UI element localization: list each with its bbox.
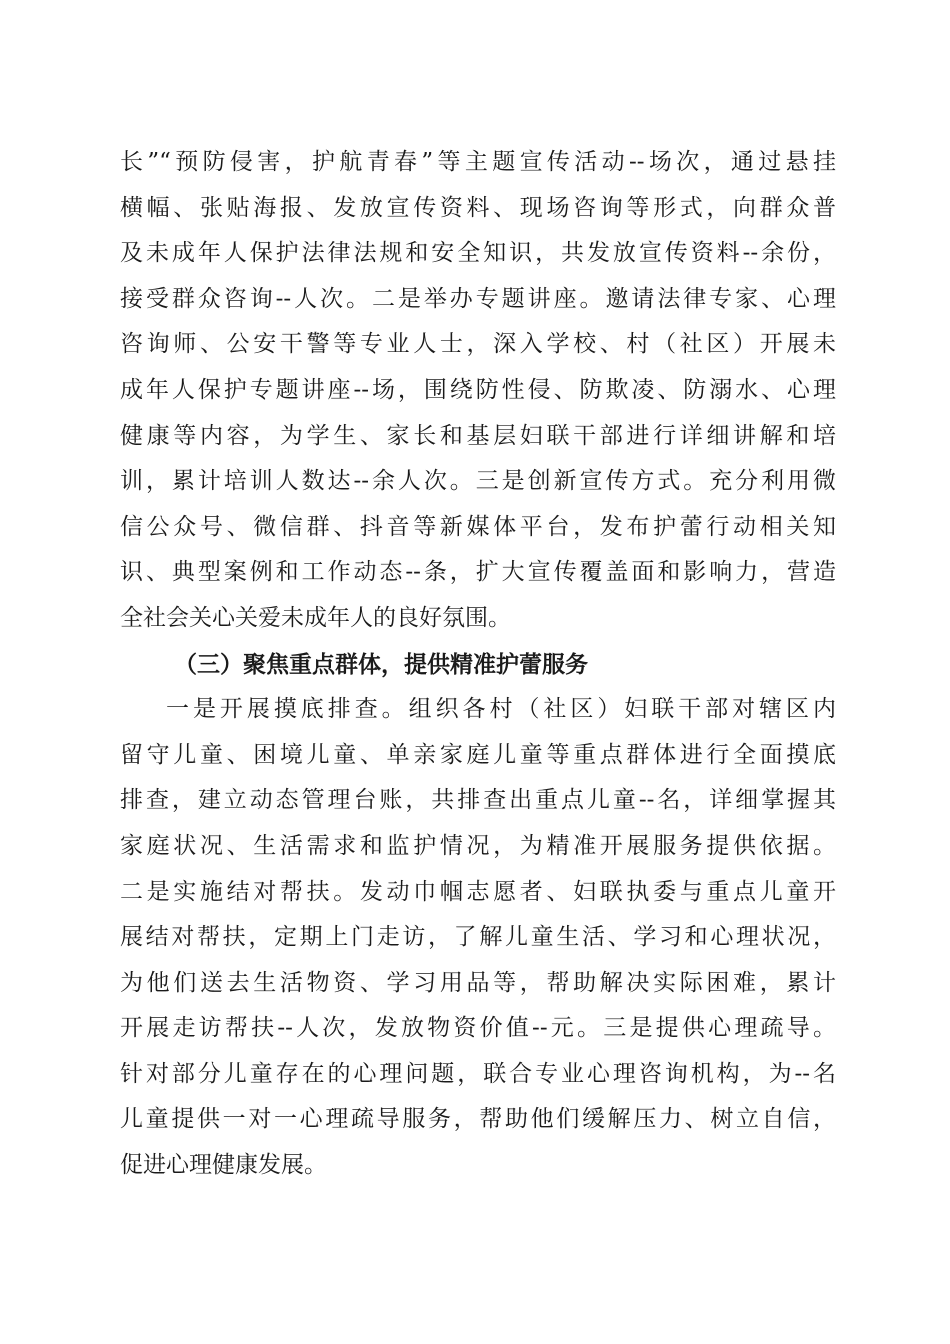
text-line: 健康等内容，为学生、家长和基层妇联干部进行详细讲解和培 (120, 422, 836, 449)
paragraph-publicity (120, 140, 836, 642)
text-line: 家庭状况、生活需求和监护情况，为精准开展服务提供依据。 (120, 832, 836, 859)
text-line: 全社会关心关爱未成年人的良好氛围。 (120, 604, 511, 631)
text-line: 展结对帮扶，定期上门走访，了解儿童生活、学习和心理状况， (120, 924, 836, 951)
text-line: 信公众号、微信群、抖音等新媒体平台，发布护蕾行动相关知 (120, 513, 836, 540)
paragraph-key-groups (120, 687, 836, 1189)
text-line: 为他们送去生活物资、学习用品等，帮助解决实际困难，累计 (120, 969, 836, 996)
text-line: 儿童提供一对一心理疏导服务，帮助他们缓解压力、树立自信， (120, 1106, 836, 1133)
document-page (120, 140, 836, 1189)
text-line: 接受群众咨询--人次。二是举办专题讲座。邀请法律专家、心理 (120, 285, 836, 312)
text-line: 长”“预防侵害，护航青春”等主题宣传活动--场次，通过悬挂 (120, 149, 836, 175)
text-line: 针对部分儿童存在的心理问题，联合专业心理咨询机构，为--名 (120, 1060, 836, 1087)
text-line: 训，累计培训人数达--余人次。三是创新宣传方式。充分利用微 (120, 468, 836, 495)
section-heading: （三）聚焦重点群体，提供精准护蕾服务 (174, 650, 588, 678)
text-line: 开展走访帮扶--人次，发放物资价值--元。三是提供心理疏导。 (120, 1015, 836, 1042)
text-line: 识、典型案例和工作动态--条，扩大宣传覆盖面和影响力，营造 (120, 559, 836, 586)
text-line: 一是开展摸底排查。组织各村（社区）妇联干部对辖区内 (166, 696, 836, 723)
text-line: 留守儿童、困境儿童、单亲家庭儿童等重点群体进行全面摸底 (120, 741, 836, 768)
text-line: 排查，建立动态管理台账，共排查出重点儿童--名，详细掌握其 (120, 787, 836, 814)
text-line: 咨询师、公安干警等专业人士，深入学校、村（社区）开展未 (120, 331, 836, 358)
text-line: 横幅、张贴海报、发放宣传资料、现场咨询等形式，向群众普 (120, 194, 836, 221)
text-line: 促进心理健康发展。 (120, 1152, 327, 1179)
text-line: 成年人保护专题讲座--场，围绕防性侵、防欺凌、防溺水、心理 (120, 376, 836, 403)
text-line: 二是实施结对帮扶。发动巾帼志愿者、妇联执委与重点儿童开 (120, 878, 836, 905)
text-line: 及未成年人保护法律法规和安全知识，共发放宣传资料--余份， (120, 240, 836, 267)
